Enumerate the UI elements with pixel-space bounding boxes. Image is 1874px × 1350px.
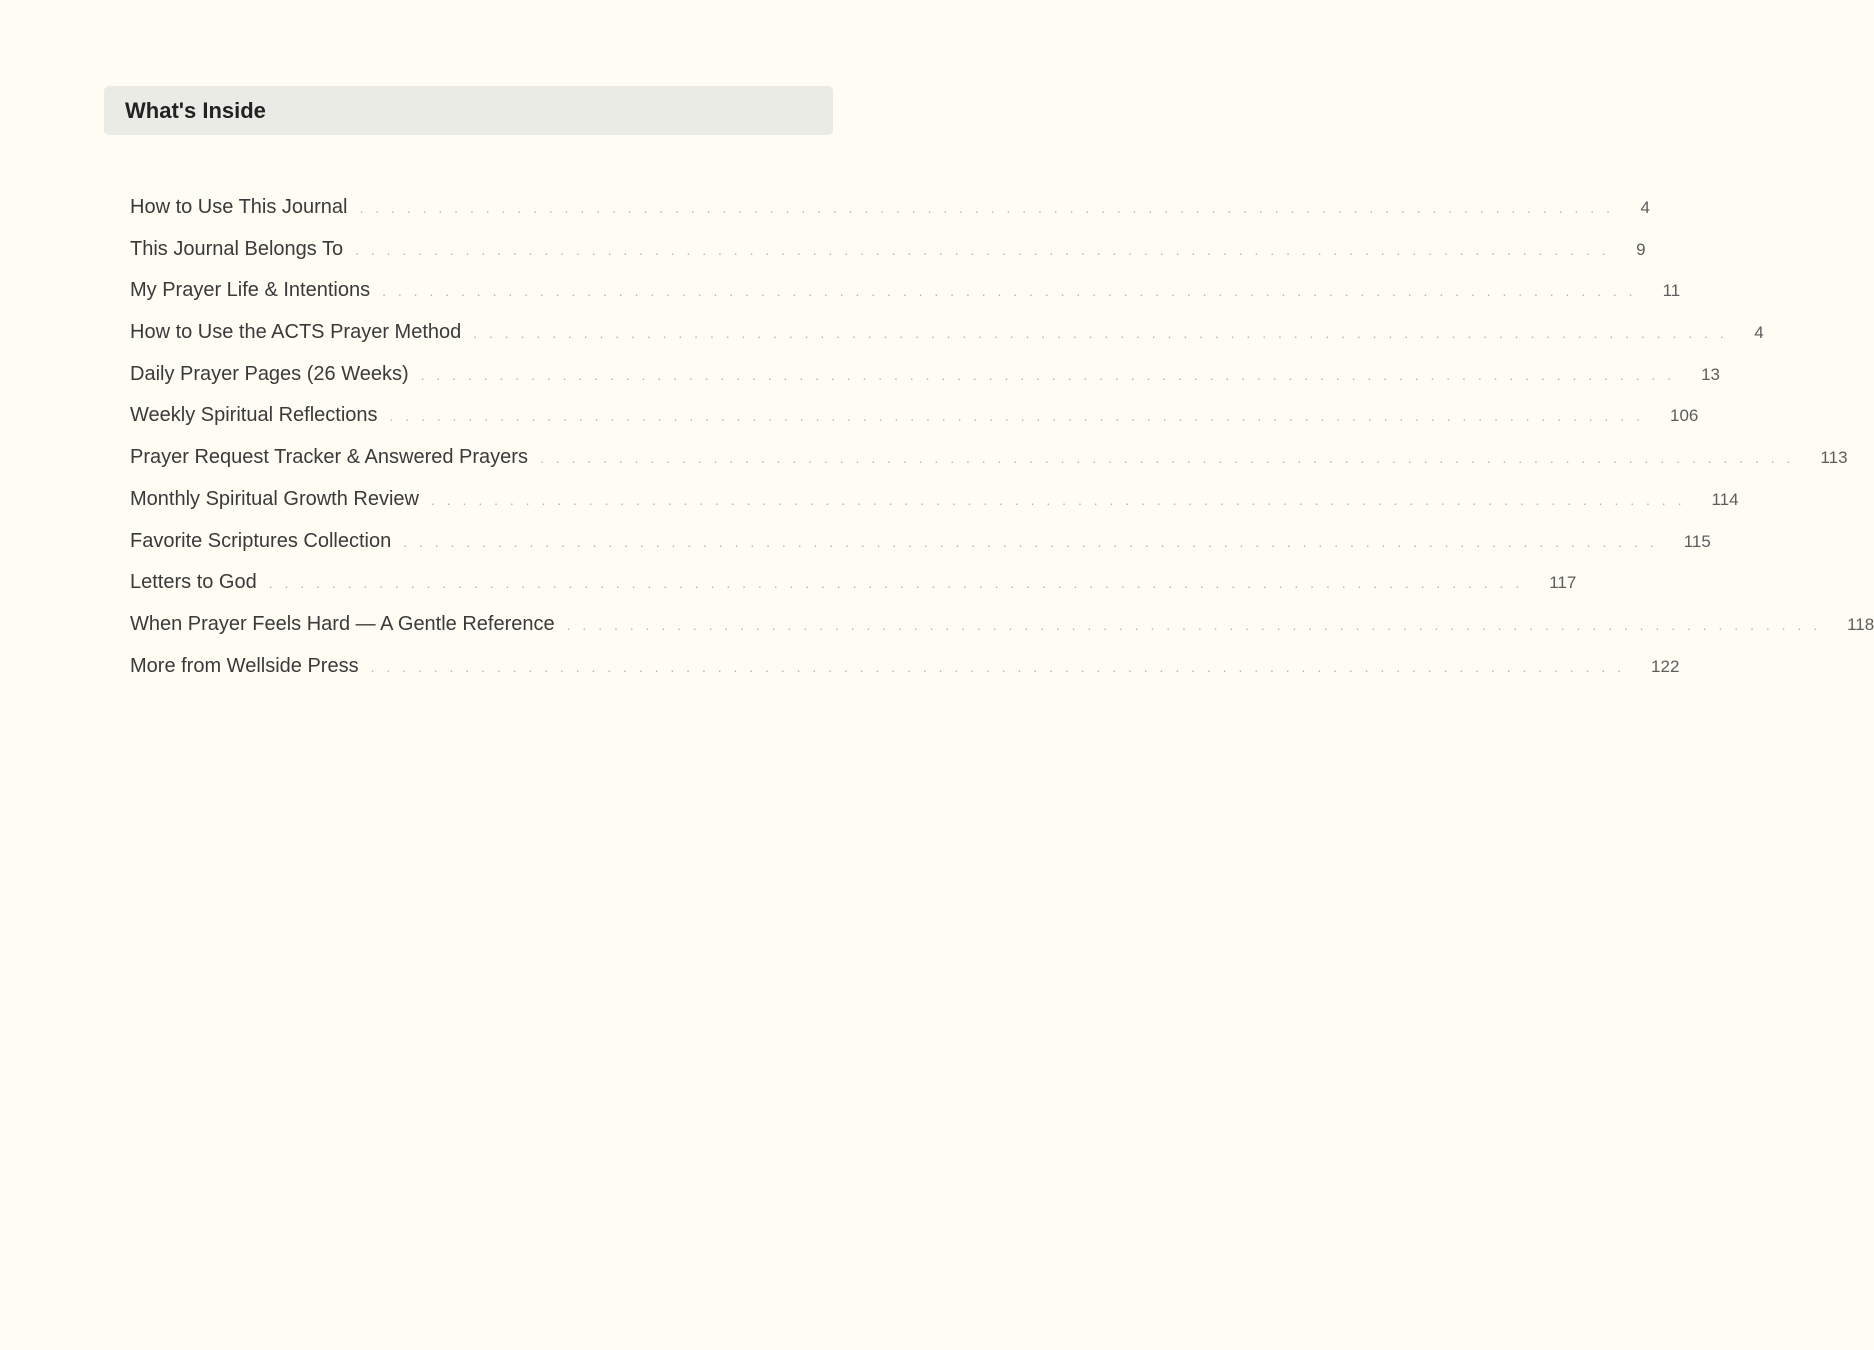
section-header [104,86,833,135]
toc-page-number: 4 [1640,198,1650,217]
toc-entry[interactable] [130,646,1680,688]
toc-entry-title: Weekly Spiritual Reflections [130,404,378,427]
toc-entry-title: Favorite Scriptures Collection [130,529,392,552]
toc-entry-title: Daily Prayer Pages (26 Weeks) [130,362,409,385]
toc-page-number: 122 [1651,656,1680,676]
toc-leader-dots: . . . . . . . . . . . . . . . . . . . . . . . . . . . . . . . . . . . . . . . . . . . . . . . . . . . . . . . . . . . . . . . . . . . . . . . . . . . . . . . . [355,241,1610,258]
toc-entry[interactable] [130,270,1681,312]
toc-leader-dots: . . . . . . . . . . . . . . . . . . . . . . . . . . . . . . . . . . . . . . . . . . . . . . . . . . . . . . . . . . . . . . . . . . . . . . . . . . . . . . . . [359,200,1614,216]
section-title: What's Inside [125,97,266,123]
table-of-contents [130,187,1874,687]
toc-leader-dots: . . . . . . . . . . . . . . . . . . . . . . . . . . . . . . . . . . . . . . . . . . . . . . . . . . . . . . . . . . . . . . . . . . . . . . . . . . . . . . . . [370,658,1626,675]
toc-entry[interactable] [130,604,1874,646]
toc-entry[interactable] [130,437,1848,479]
toc-leader-dots: . . . . . . . . . . . . . . . . . . . . . . . . . . . . . . . . . . . . . . . . . . . . . . . . . . . . . . . . . . . . . . . . . . . . . . . . . . . . . . . . [566,616,1822,633]
toc-leader-dots: . . . . . . . . . . . . . . . . . . . . . . . . . . . . . . . . . . . . . . . . . . . . . . . . . . . . . . . . . . . . . . . . . . . . . . . . . . . . . . . . [420,366,1676,383]
toc-entry[interactable] [130,312,1764,354]
toc-entry[interactable] [130,395,1699,437]
toc-page-number: 118 [1847,614,1874,634]
toc-leader-dots: . . . . . . . . . . . . . . . . . . . . . . . . . . . . . . . . . . . . . . . . . . . . . . . . . . . . . . . . . . . . . . . . . . . . . . . . . . . . . . . . [431,491,1686,508]
toc-entry-title: How to Use the ACTS Prayer Method [130,321,462,344]
toc-page-number: 9 [1636,239,1646,259]
toc-page-number: 13 [1701,364,1721,384]
toc-page-number: 4 [1754,323,1764,343]
toc-leader-dots: . . . . . . . . . . . . . . . . . . . . . . . . . . . . . . . . . . . . . . . . . . . . . . . . . . . . . . . . . . . . . . . . . . . . . . . . . . . . . . . . [382,283,1637,300]
toc-entry-title: Prayer Request Tracker & Answered Prayers [130,446,528,469]
toc-leader-dots: . . . . . . . . . . . . . . . . . . . . . . . . . . . . . . . . . . . . . . . . . . . . . . . . . . . . . . . . . . . . . . . . . . . . . . . . . . . . . . . . [389,408,1644,425]
toc-page-number: 115 [1683,531,1711,551]
toc-entry-title: Letters to God [130,571,257,594]
toc-entry-title: When Prayer Feels Hard — A Gentle Reference [130,612,555,635]
toc-leader-dots: . . . . . . . . . . . . . . . . . . . . . . . . . . . . . . . . . . . . . . . . . . . . . . . . . . . . . . . . . . . . . . . . . . . . . . . . . . . . . . . . [473,325,1728,342]
toc-entry[interactable] [130,521,1711,563]
toc-page-number: 106 [1669,406,1699,426]
toc-entry-title: Monthly Spiritual Growth Review [130,487,419,510]
toc-entry-title: This Journal Belongs To [130,237,344,260]
toc-entry-title: How to Use This Journal [130,196,348,218]
toc-entry[interactable] [130,562,1577,604]
toc-leader-dots: . . . . . . . . . . . . . . . . . . . . . . . . . . . . . . . . . . . . . . . . . . . . . . . . . . . . . . . . . . . . . . . . . . . . . . . . . . . . . . . . [403,533,1658,550]
toc-page-number: 114 [1711,489,1739,509]
toc-page-number: 113 [1820,448,1848,468]
toc-page-number: 117 [1549,573,1577,593]
toc-entry[interactable] [130,229,1646,271]
toc-page-number: 11 [1662,281,1681,301]
toc-leader-dots: . . . . . . . . . . . . . . . . . . . . . . . . . . . . . . . . . . . . . . . . . . . . . . . . . . . . . . . . . . . . . . . . . . . . . . . . . . . . . . . . [539,450,1795,467]
toc-leader-dots: . . . . . . . . . . . . . . . . . . . . . . . . . . . . . . . . . . . . . . . . . . . . . . . . . . . . . . . . . . . . . . . . . . . . . . . . . . . . . . . . [268,575,1524,592]
toc-entry[interactable] [130,354,1721,396]
toc-entry-title: My Prayer Life & Intentions [130,279,371,302]
toc-entry-title: More from Wellside Press [130,654,359,677]
toc-entry[interactable] [130,479,1739,521]
toc-entry[interactable] [130,187,1650,229]
